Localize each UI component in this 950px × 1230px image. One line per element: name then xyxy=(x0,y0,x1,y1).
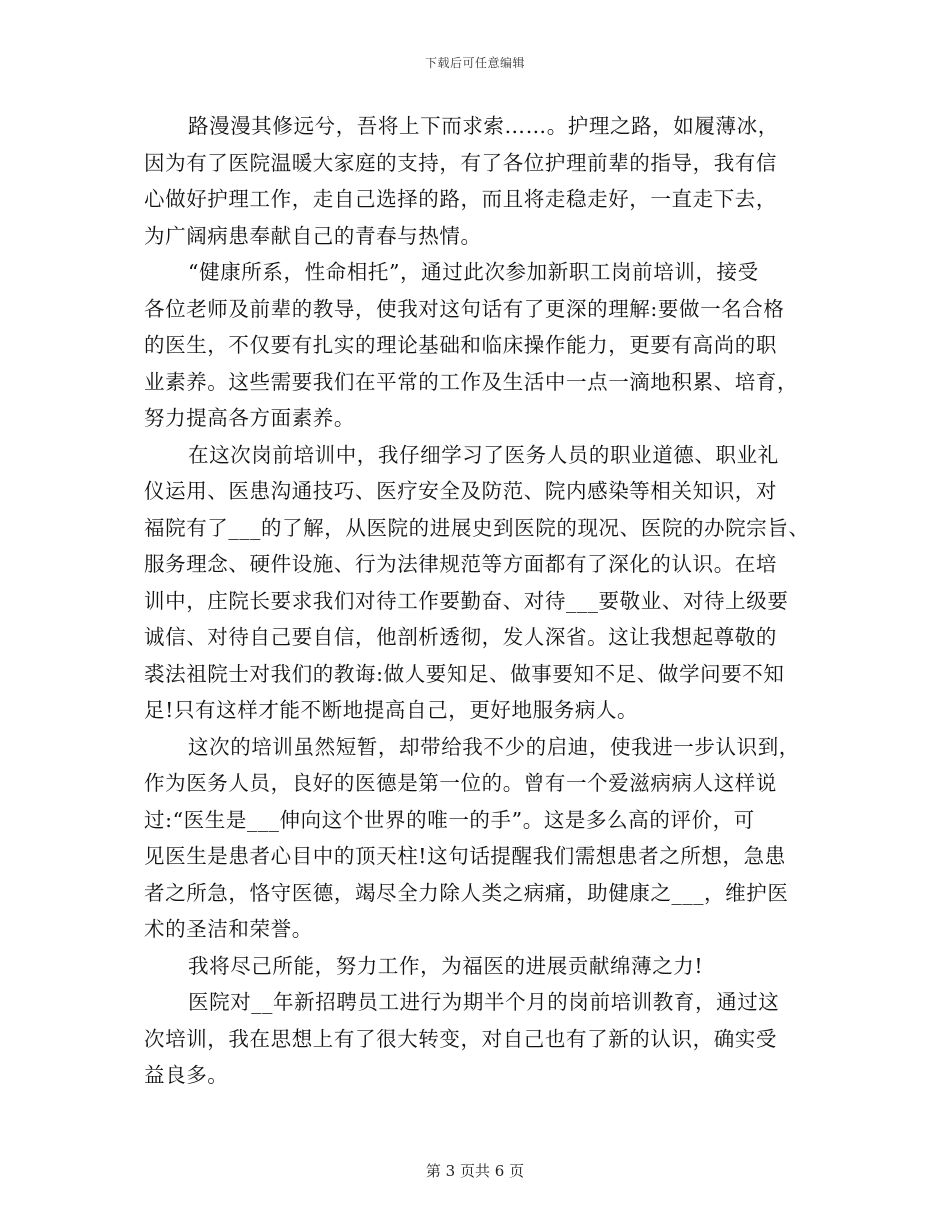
text-line: 努力提高各方面素养。 xyxy=(144,406,355,430)
text-line: 次培训，我在思想上有了很大转变，对自己也有了新的认识，确实受 xyxy=(144,1026,777,1051)
text-line: 我将尽己所能，努力工作，为福医的进展贡献绵薄之力! xyxy=(188,953,704,978)
text-line: 者之所急，恪守医德，竭尽全力除人类之病痛，助健康之___，维护医 xyxy=(144,880,789,905)
text-line: 训中，庄院长要求我们对待工作要勤奋、对待___要敬业、对待上级要 xyxy=(144,588,789,613)
text-line: 的医生，不仅要有扎实的理论基础和临床操作能力，更要有高尚的职 xyxy=(144,333,777,357)
text-line: 术的圣洁和荣誉。 xyxy=(144,917,313,941)
text-line: 各位老师及前辈的教导，使我对这句话有了更深的理解:要做一名合格 xyxy=(144,296,785,321)
document-body xyxy=(144,108,824,1094)
text-line: 益良多。 xyxy=(144,1063,229,1087)
text-line: 见医生是患者心目中的顶天柱!这句话提醒我们需想患者之所想，急患 xyxy=(144,844,786,868)
text-line: 医院对__年新招聘员工进行为期半个月的岗前培训教育，通过这 xyxy=(188,990,780,1014)
text-line: 裘法祖院士对我们的教诲:做人要知足、做事要知不足、做学问要不知 xyxy=(144,661,785,686)
text-line: 福院有了___的了解，从医院的进展史到医院的现况、医院的办院宗旨、 xyxy=(144,515,810,540)
text-line: 这次的培训虽然短暂，却带给我不少的启迪，使我进一步认识到， xyxy=(188,734,800,759)
text-line: 诚信、对待自己要自信，他剖析透彻，发人深省。这让我想起尊敬的 xyxy=(144,625,777,649)
text-line: 为广阔病患奉献自己的青春与热情。 xyxy=(144,223,482,248)
text-line: 作为医务人员，良好的医德是第一位的。曾有一个爱滋病病人这样说 xyxy=(144,771,777,795)
page-footer: 第 3 页共 6 页 xyxy=(425,1162,525,1180)
text-line: 在这次岗前培训中，我仔细学习了医务人员的职业道德、职业礼 xyxy=(188,442,779,467)
text-line: 仪运用、医患沟通技巧、医疗安全及防范、院内感染等相关知识，对 xyxy=(144,479,777,503)
page-header: 下载后可任意编辑 xyxy=(424,56,525,70)
text-line: “健康所系，性命相托”，通过此次参加新职工岗前培训，接受 xyxy=(188,260,759,284)
text-line: 路漫漫其修远兮，吾将上下而求索……。护理之路，如履薄冰， xyxy=(188,114,779,138)
text-line: 过:“医生是___伸向这个世界的唯一的手”。这是多么高的评价，可 xyxy=(144,807,755,832)
text-line: 心做好护理工作，走自己选择的路，而且将走稳走好，一直走下去， xyxy=(144,187,777,211)
text-line: 服务理念、硬件设施、行为法律规范等方面都有了深化的认识。在培 xyxy=(144,552,777,576)
text-line: 业素养。这些需要我们在平常的工作及生活中一点一滴地积累、培育， xyxy=(144,369,799,394)
text-line: 因为有了医院温暖大家庭的支持，有了各位护理前辈的指导，我有信 xyxy=(144,150,777,175)
text-line: 足!只有这样才能不断地提高自己，更好地服务病人。 xyxy=(144,698,639,722)
